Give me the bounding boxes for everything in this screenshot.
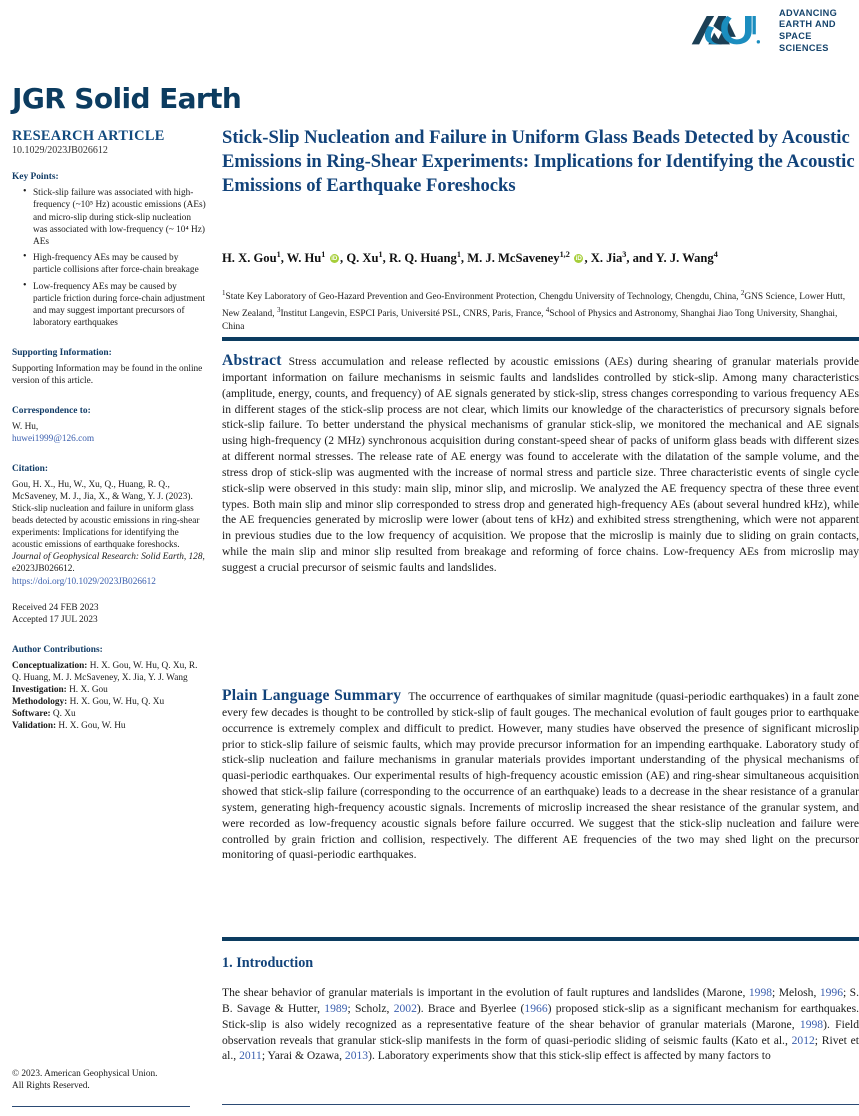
list-item: • High-frequency AEs may be caused by particle collisions after force-chain breakage (24, 252, 206, 276)
article-type-label: RESEARCH ARTICLE (12, 128, 165, 144)
contribution-people: H. X. Gou (66, 684, 108, 695)
agu-tagline-line2: EARTH AND (779, 19, 836, 30)
abstract-divider (222, 337, 859, 341)
abstract-text: Stress accumulation and release reflected by acoustic emissions (AEs) during shearing of granular materials provide important information on failure mechanisms in seismic faults and landslides controlled by stick-slip. Among many characteristics (amplitude, energy, counts, and frequency) of AE signals generated by stick-slip, stress changes corresponding to various frequency AEs in different stages of the stick-slip process are not clear, which limits our knowledge of the characteristics of precursory signals before stick-slip failure. To better understand the physical mechanisms of granular stick-slip, we monitored the mechanical and AE signals using high-frequency (2 MHz) synchronous acquisition during constant-speed shear of packs of uniform glass beads with different sizes at different normal stresses. The release rate of AE energy was found to accelerate with the dilatation of the sample volume, and the stress drop of stick-slip was augmented with the increase of normal stress and particle size. Three characteristic events of single cycle stick-slip were observed in this study: main slip, minor slip, and microslip. We analyzed the AE frequency spectra of these three event types. Both main slip and minor slip corresponded to stress drop and generated high-frequency AEs (about several hundred kHz), while the AE frequencies generated by microslip were lower (about tens of kHz) and exhibited stress strengthening, which were not apparent in previous studies due to the low frequency of acquisition. We propose that the microslip is mainly due to sliding on grain contacts, while the main slip and minor slip resulted from breakage and reforming of force chains. Low-frequency AEs from microslip may suggest a crucial precursor of seismic faults and landslides. (222, 355, 859, 574)
orcid-icon[interactable] (330, 254, 340, 264)
author-contributions-heading: Author Contributions: (12, 644, 103, 655)
abstract-section (222, 353, 859, 576)
plain-language-summary-section (222, 688, 859, 863)
contribution-item (12, 684, 206, 696)
contribution-item (12, 720, 206, 732)
list-item: • Stick-slip failure was associated with high-frequency (~10⁵ Hz) acoustic emissions (AEs) and micro-slip during stick-slip nucleation was associated with low-frequency (~ 10⁴ Hz) AEs (24, 187, 206, 248)
agu-tagline-line1: ADVANCING (779, 7, 838, 18)
contribution-item (12, 696, 206, 708)
contribution-role: Validation: (12, 721, 57, 732)
agu-logo-mark (688, 11, 772, 51)
introduction-divider (222, 937, 859, 941)
contribution-people: H. X. Gou, W. Hu, Q. Xu (67, 696, 165, 707)
contribution-role: Investigation: (12, 684, 67, 695)
introduction-heading: 1. Introduction (222, 955, 314, 971)
plain-language-summary-text: The occurrence of earthquakes of similar magnitude (quasi-periodic earthquakes) in a fault zone every few decades is thought to be controlled by stick-slip of fault gouges. The mechanical evolution of fault gouges prior to earthquake occurrence is extremely complex and difficult to predict. However, many studies have observed the presence of significant microslip prior to stick-slip failure of seismic faults, which may provide precursor information for an impending earthquake. Laboratory study of stick-slip nucleation and failure mechanisms in granular materials provides important understanding of the physical mechanisms of quasi-periodic earthquakes. Our experimental results of high-frequency acoustic emission (AE) and ring-shear simultaneous acquisition showed that stick-slip failure (corresponding to the occurrence of an earthquake) leads to a decrease in the shear resistance of a granular system, generating high-frequency acoustic signals. Increments of microslip increased the shear resistance of the granular system, and were recorded as low-frequency acoustic signals before failure occurred. We suggest that the stick-slip nucleation and failure were controlled by grain friction and collision, respectively. The different AE frequencies of the two may shed light on the precursor monitoring of quasi-periodic earthquakes. (222, 690, 859, 862)
correspondence-email-link[interactable]: huwei1999@126.com (12, 434, 95, 445)
citation-journal: Journal of Geophysical Research: Solid Earth, 128 (12, 552, 203, 563)
received-date: Received 24 FEB 2023 (12, 602, 99, 613)
supporting-information-text: Supporting Information may be found in the online version of this article. (12, 364, 203, 387)
orcid-icon[interactable] (574, 254, 584, 264)
abstract-label: Abstract (222, 352, 282, 369)
affiliation-list: $^1$State Key Laboratory of Geo-Hazard Prevention and Geo-Environment Protection, Chengdu University of Technology, Chengdu, China, $^2$GNS Science, Lower Hutt, New Zealand, $^3$Institut Langevin, ESPCI Paris, Université PSL, CNRS, Paris, France, $^4$School of Physics and Astronomy, Shanghai Jiao Tong University, Shanghai, China (222, 289, 846, 333)
introduction-text: The shear behavior of granular materials is important in the evolution of fault ruptures and landslides (Marone, 1998; Melosh, 1996; S. B. Savage & Hutter, 1989; Scholz, 2002). Brace and Byerlee (1966) proposed stick-slip as a significant mechanism for earthquakes. Stick-slip is also widely recognized as a representative feature of the shear behavior of granular materials (Marone, 1998). Field observation reveals that granular stick-slip manifests in the form of quasi-periodic sliding of seismic faults (Kato et al., 2012; Rivet et al., 2011; Yarai & Ozawa, 2013). Laboratory experiments show that this stick-slip effect is affected by many factors to (222, 986, 859, 1063)
contribution-item (12, 660, 206, 684)
copyright-line-1: © 2023. American Geophysical Union. (12, 1069, 158, 1079)
contribution-role: Methodology: (12, 696, 68, 707)
page-footer-divider (222, 1104, 859, 1105)
copyright-line-2: All Rights Reserved. (12, 1081, 90, 1091)
agu-logo (688, 8, 853, 54)
contribution-role: Software: (12, 708, 51, 719)
contribution-people: H. X. Gou, W. Hu, Q. Xu, R. Q. Huang, M. J. McSaveney, X. Jia, Y. J. Wang (12, 660, 198, 683)
contribution-role: Conceptualization: (12, 660, 88, 671)
sidebar (12, 128, 206, 732)
agu-tagline (779, 8, 853, 54)
key-points-heading: Key Points: (12, 172, 59, 183)
page-title: Stick-Slip Nucleation and Failure in Uniform Glass Beads Detected by Acoustic Emissions in Ring-Shear Experiments: Implications for Identifying the Acoustic Emissions of Earthquake Foreshocks (222, 127, 855, 197)
sidebar-footer-divider (12, 1106, 190, 1107)
plain-language-summary-label: Plain Language Summary (222, 687, 402, 704)
doi-label: 10.1029/2023JB026612 (12, 144, 108, 156)
author-list: H. X. Gou$^1$, W. Hu$^1$ iD , Q. Xu$^1$, R. Q. Huang$^1$, M. J. McSaveney$^{1,2}$ iD , X. Jia$^3$, and Y. J. Wang$^4$ (222, 247, 859, 266)
journal-title: JGR Solid Earth (12, 82, 242, 115)
citation-article-number: , e2023JB026612. (12, 552, 205, 575)
citation-heading: Citation: (12, 464, 48, 475)
copyright-notice (12, 1068, 206, 1092)
agu-tagline-line3: SPACE SCIENCES (779, 31, 829, 53)
contribution-people: Q. Xu (50, 708, 76, 719)
contribution-item (12, 708, 206, 720)
list-item: • Low-frequency AEs may be caused by particle friction during force-chain adjustment and may suggest important precursors of laboratory earthquakes (24, 281, 206, 330)
accepted-date: Accepted 17 JUL 2023 (12, 614, 98, 625)
contribution-people: H. X. Gou, W. Hu (56, 721, 126, 732)
correspondence-heading: Correspondence to: (12, 406, 91, 417)
key-points-list (12, 187, 206, 329)
citation-doi-link[interactable]: https://doi.org/10.1029/2023JB026612 (12, 576, 156, 587)
supporting-information-heading: Supporting Information: (12, 348, 112, 359)
correspondence-name: W. Hu, (12, 421, 39, 432)
citation-text (12, 479, 206, 588)
citation-authors-title: Gou, H. X., Hu, W., Xu, Q., Huang, R. Q., McSaveney, M. J., Jia, X., & Wang, Y. J. (2023). Stick-slip nucleation and failure in uniform glass beads detected by acoustic emissions in ring-shear experiments: Implications for identifying the acoustic emissions of earthquake foreshocks. (12, 479, 200, 551)
